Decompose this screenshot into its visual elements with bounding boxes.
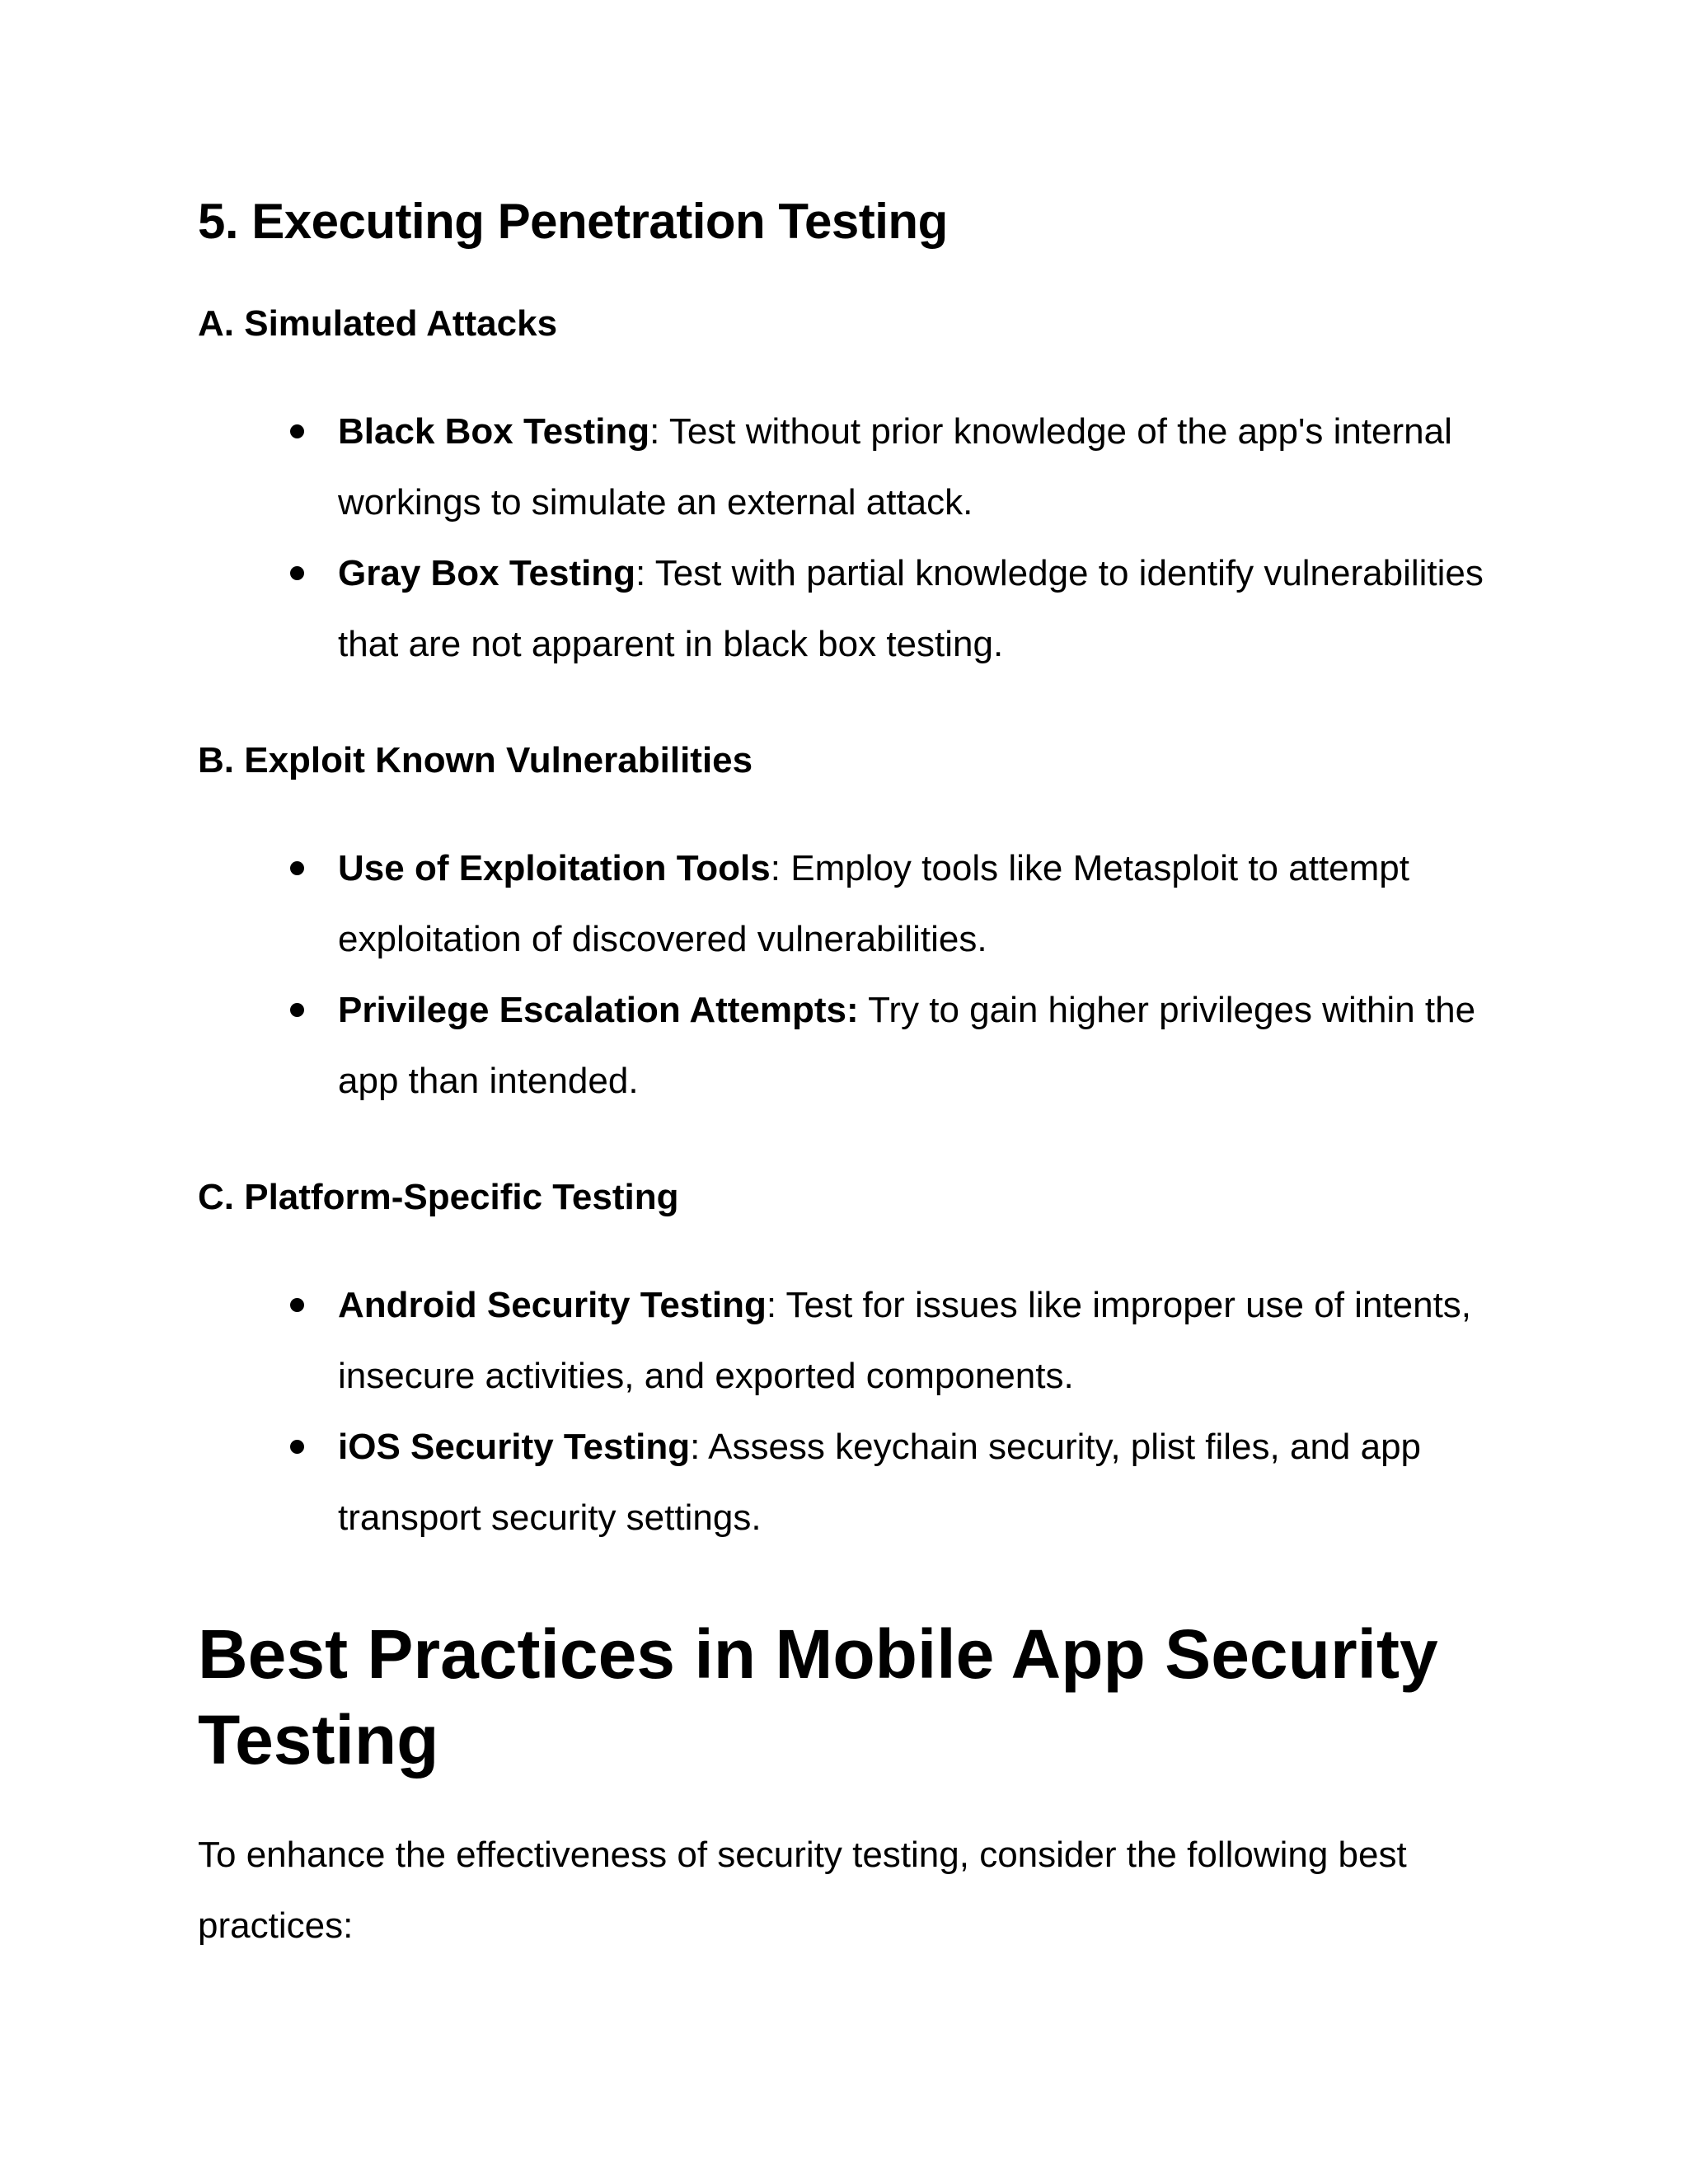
item-text: : Test for issues like improper use of intents, insecure activities, and exported components.: [338, 1285, 1472, 1396]
list-item: [198, 975, 1517, 1117]
bullet-icon: [290, 566, 304, 580]
best-practices-heading: Best Practices in Mobile App Security Testing: [198, 1615, 1438, 1779]
item-term: Black Box Testing: [338, 411, 650, 452]
bullet-icon: [290, 861, 304, 875]
list-item: [198, 833, 1517, 975]
best-practices-intro: To enhance the effectiveness of security testing, consider the following best practices:: [198, 1835, 1407, 1946]
item-term: iOS Security Testing: [338, 1427, 691, 1467]
item-text: Try to gain higher privileges within the app than intended.: [338, 990, 1476, 1101]
list-item: [198, 1412, 1517, 1554]
item-text: : Test with partial knowledge to identify vulnerabilities that are not apparent in black box testing.: [338, 553, 1484, 664]
item-text: : Assess keychain security, plist files, and app transport security settings.: [338, 1427, 1422, 1538]
bullet-list-platform-specific-testing: [198, 1270, 1517, 1554]
bullet-list-simulated-attacks: [198, 396, 1517, 680]
list-item: [198, 396, 1517, 538]
list-item: [198, 538, 1517, 680]
subsection-heading-simulated-attacks: A. Simulated Attacks: [198, 303, 558, 344]
item-text: : Employ tools like Metasploit to attempt exploitation of discovered vulnerabilities.: [338, 848, 1409, 959]
item-term: Android Security Testing: [338, 1285, 767, 1325]
bullet-icon: [290, 1298, 304, 1312]
item-text: : Test without prior knowledge of the app's internal workings to simulate an external attack.: [338, 411, 1452, 523]
item-term: Gray Box Testing: [338, 553, 636, 593]
subsection-heading-exploit-known-vulnerabilities: B. Exploit Known Vulnerabilities: [198, 740, 753, 780]
bullet-icon: [290, 1440, 304, 1454]
section-heading: 5. Executing Penetration Testing: [198, 194, 948, 249]
subsection-heading-platform-specific-testing: C. Platform-Specific Testing: [198, 1177, 679, 1217]
bullet-list-exploit-known-vulnerabilities: [198, 833, 1517, 1117]
bullet-icon: [290, 1003, 304, 1017]
list-item: [198, 1270, 1517, 1412]
bullet-icon: [290, 424, 304, 438]
item-term: Use of Exploitation Tools: [338, 848, 771, 888]
item-term: Privilege Escalation Attempts:: [338, 990, 859, 1030]
